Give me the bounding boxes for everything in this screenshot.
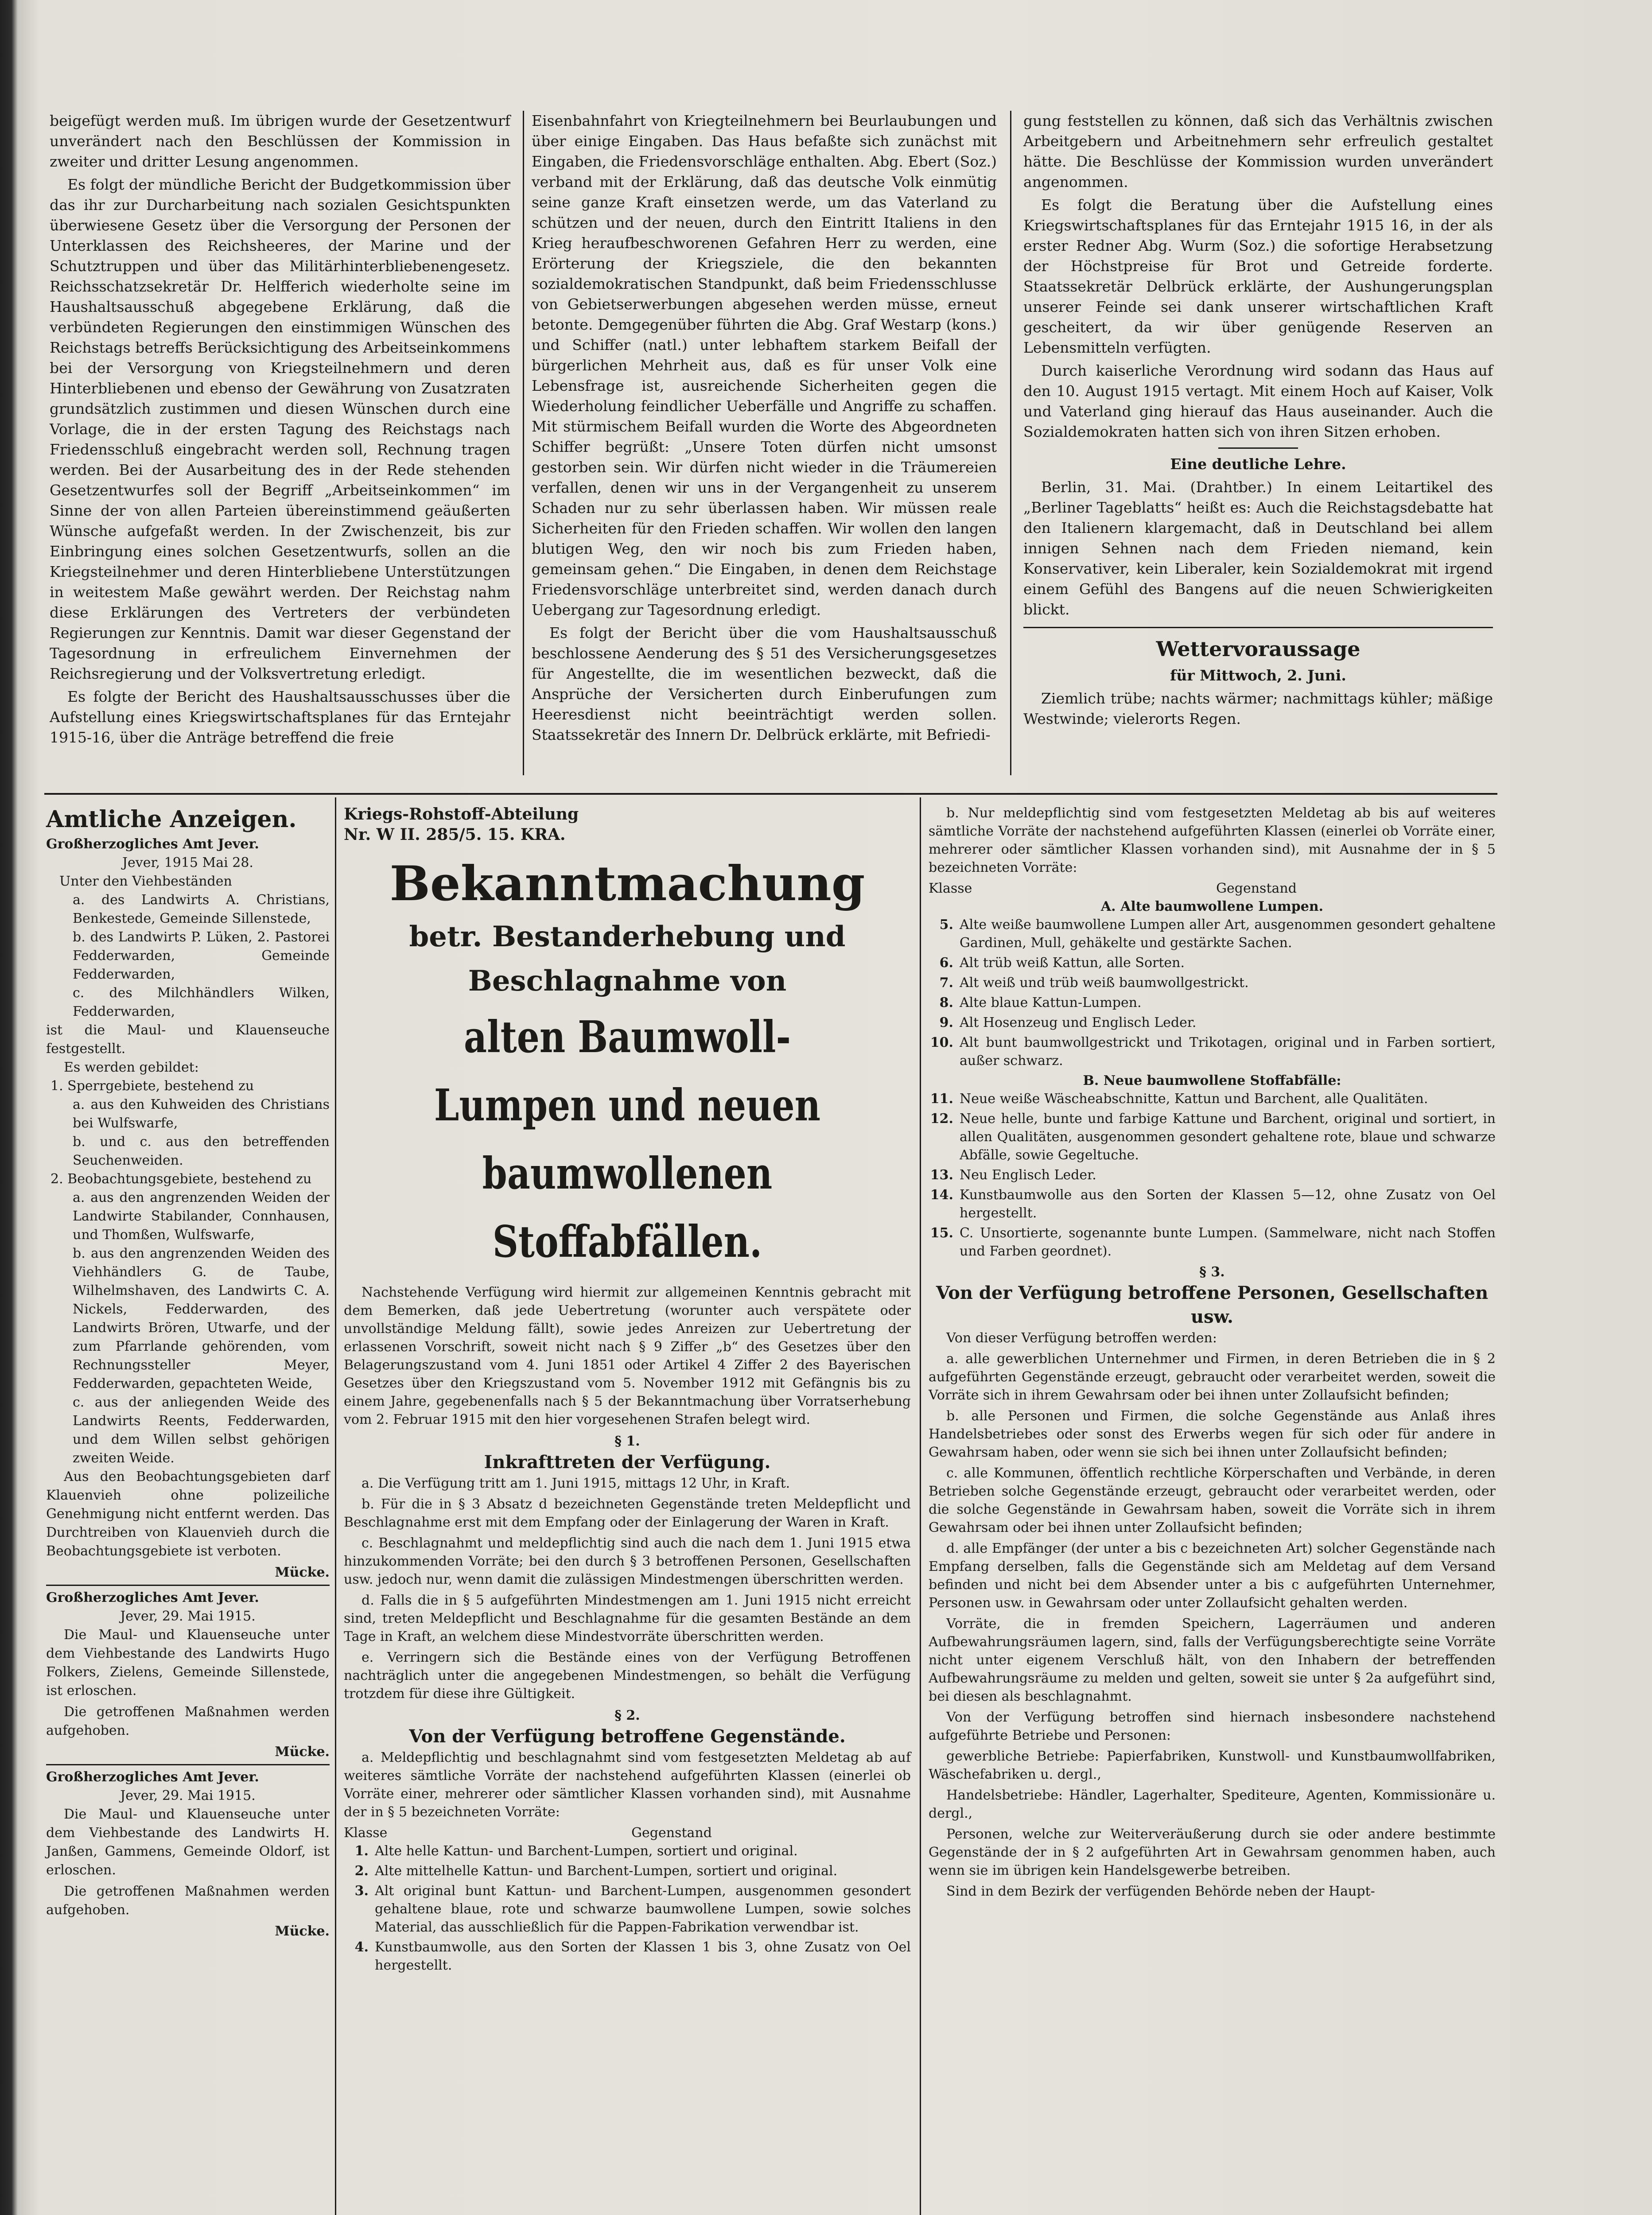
column-rule	[1010, 111, 1011, 775]
notice-text: 2. Beobachtungsgebiete, bestehend zu	[51, 1171, 312, 1187]
announcement-subtitle: betr. Bestanderhebung und Beschlagnahme von	[409, 920, 846, 998]
column-rule	[920, 797, 921, 2215]
notice-item: a. des Landwirts A. Christians, Benkestede, Gemeinde Sillenstede,	[73, 892, 330, 926]
notice-head: Großherzogliches Amt Jever.	[46, 1590, 259, 1605]
section-item: a. alle gewerblichen Unternehmer und Firmen, in deren Betrieben die in § 2 aufgeführten Gegenstände erzeugt, gebraucht oder verarbeitet werden, soweit die Vorräte sich in ihrem Gewahrsam oder bei ihnen unter Zollaufsicht befinden;	[929, 1351, 1496, 1403]
weather-subtitle: für Mittwoch, 2. Juni.	[1170, 667, 1346, 684]
paragraph: Personen, welche zur Weiterveräußerung durch sie oder andere bestimmte Gegenstände der in § 2 aufgeführten Art in Gewahrsam genommen haben, auch wenn sie im übrigen kein Handelsgewerbe betreiben.	[929, 1826, 1496, 1878]
paragraph: gung feststellen zu können, daß sich das Verhältnis zwischen Arbeitgebern und Arbeitnehmern sehr erfreulich gestaltet hätte. Die Beschlüsse der Kommission wurden unverändert angenommen.	[1023, 112, 1493, 190]
list-item: 14. Kunstbaumwolle aus den Sorten der Klassen 5—12, ohne Zusatz von Oel hergestellt.	[930, 1187, 1496, 1221]
top-column-3	[1023, 111, 1493, 732]
group-heading: A. Alte baumwollene Lumpen.	[1100, 899, 1324, 914]
list-item: 1. Alte helle Kattun- und Barchent-Lumpen, sortiert und original.	[354, 1843, 798, 1859]
announcement-intro: Nachstehende Verfügung wird hiermit zur allgemeinen Kenntnis gebracht mit dem Bemerken, daß jede Uebertretung (worunter auch verspätete oder unvollständige Meldung fällt), sowie jedes Anreizen zur Uebertretung der erlassenen Vorschrift, soweit nicht nach § 9 Ziffer „b“ des Gesetzes über den Belagerungszustand vom 4. Juni 1851 oder Artikel 4 Ziffer 2 des Bayerischen Gesetzes über den Kriegszustand vom 5. November 1912 mit Gefängnis bis zu einem Jahre, gegebenenfalls nach § 5 der Bekanntmachung über Vorratserhebung vom 2. Februar 1915 mit den hier vorgesehenen Strafen belegt wird.	[344, 1285, 911, 1427]
notice-text: 1. Sperrgebiete, bestehend zu	[51, 1078, 254, 1094]
notice-text: Die Maul- und Klauenseuche unter dem Viehbestande des Landwirts Hugo Folkers, Zielens, Gemeinde Sillenstede, ist erloschen.	[46, 1627, 330, 1698]
column-header: Klasse	[344, 1825, 388, 1841]
paragraph: Es folgt die Beratung über die Aufstellung eines Kriegswirtschaftsplanes für das Erntejahr 1915 16, in der als erster Redner Abg. Wurm (Soz.) die sofortige Herabsetzung der Höchstpreise für Brot und Getreide forderte. Staatssekretär Delbrück erklärte, der Aushungerungsplan unserer Feinde sei dank unserer wirtschaftlichen Kraft gescheitert, da wir über genügende Reserven an Lebensmitteln verfügten.	[1023, 196, 1493, 356]
notice-text: ist die Maul- und Klauenseuche festgestellt.	[46, 1022, 330, 1057]
notice-text: Die getroffenen Maßnahmen werden aufgehoben.	[46, 1704, 330, 1738]
list-item: 10. Alt bunt baumwollgestrickt und Trikotagen, original und in Farben sortiert, außer schwarz.	[930, 1035, 1496, 1069]
weather-title: Wettervoraussage	[1156, 637, 1360, 661]
group-heading: B. Neue baumwollene Stoffabfälle:	[1083, 1073, 1341, 1088]
divider	[46, 1585, 330, 1586]
paragraph: gewerbliche Betriebe: Papierfabriken, Kunstwoll- und Kunstbaumwollfabriken, Wäschefabriken u. dergl.,	[929, 1749, 1496, 1782]
section-item: c. Beschlagnahmt und meldepflichtig sind auch die nach dem 1. Juni 1915 etwa hinzukommenden Vorräte; bei den durch § 3 betroffenen Personen, Gesellschaften usw. jedoch nur, wenn damit die zulässigen Mindestmengen überschritten werden.	[344, 1535, 911, 1587]
section-item: d. Falls die in § 5 aufgeführten Mindestmengen am 1. Juni 1915 nicht erreicht sind, treten Meldepflicht und Beschlagnahme für die gesamten Bestände an dem Tage in Kraft, an welchem diese Mindestvorräte überschritten werden.	[344, 1593, 911, 1644]
signature: Mücke.	[275, 1565, 330, 1580]
notice-text: Es werden gebildet:	[64, 1060, 199, 1075]
notice-text: Unter den Viehbeständen	[59, 874, 232, 889]
notice-item: a. aus den angrenzenden Weiden der Landwirte Stabilander, Connhausen, und Thomßen, Wulfswarfe,	[73, 1190, 330, 1243]
section-title: Von der Verfügung betroffene Personen, Gesellschaften usw.	[936, 1282, 1489, 1327]
table-header	[929, 879, 1496, 898]
reference-number: Nr. W II. 285/5. 15. KRA.	[344, 825, 566, 844]
list-item: 7. Alt weiß und trüb weiß baumwollgestrickt.	[939, 975, 1249, 991]
column-header: Klasse	[929, 881, 972, 896]
notice-item: c. des Milchhändlers Wilken, Fedderwarden,	[73, 985, 330, 1019]
section-title: Inkrafttreten der Verfügung.	[484, 1452, 771, 1473]
paragraph: Sind in dem Bezirk der verfügenden Behörde neben der Haupt-	[946, 1884, 1375, 1899]
list-item: 6. Alt trüb weiß Kattun, alle Sorten.	[939, 955, 1185, 971]
section-number: § 1.	[614, 1434, 640, 1449]
announcement-column	[344, 804, 911, 1976]
paragraph: Es folgte der Bericht des Haushaltsausschusses über die Aufstellung eines Kriegswirtschaftsplanes für das Erntejahr 1915-16, über die Anträge betreffend die freie	[50, 688, 510, 746]
weather-text: Ziemlich trübe; nachts wärmer; nachmittags kühler; mäßige Westwinde; vielerorts Regen.	[1023, 690, 1493, 727]
divider	[1023, 627, 1493, 628]
paragraph: Durch kaiserliche Verordnung wird sodann das Haus auf den 10. August 1915 vertagt. Mit einem Hoch auf Kaiser, Volk und Vaterland ging hierauf das Haus auseinander. Auch die Sozialdemokraten hatten sich von ihren Sitzen erhoben.	[1023, 362, 1493, 440]
section-number: § 2.	[614, 1708, 640, 1723]
section-rule	[44, 793, 1497, 795]
announcement-subject: alten Baumwoll-Lumpen und neuen baumwollenen Stoffabfällen.	[434, 1012, 821, 1267]
announcement-continued-column	[929, 804, 1496, 1903]
column-header: Gegenstand	[1216, 881, 1297, 896]
list-item: 9. Alt Hosenzeug und Englisch Leder.	[939, 1015, 1197, 1030]
list-item: 8. Alte blaue Kattun-Lumpen.	[939, 995, 1142, 1010]
notice-item: c. aus der anliegenden Weide des Landwirts Reents, Fedderwarden, und dem Willen selbst gehörigen zweiten Weide.	[73, 1395, 330, 1466]
section-item: d. alle Empfänger (der unter a bis c bezeichneten Art) solcher Gegenstände nach Empfang derselben, falls die Gegenstände sich am Meldetag auf dem Versand befinden und nicht bei dem Absender unter a bis c aufgeführten Unternehmer, Personen usw. in Gewahrsam oder unter Zollaufsicht gehalten werden.	[929, 1541, 1496, 1611]
notice-item: b. aus den angrenzenden Weiden des Viehhändlers G. de Taube, Wilhelmshaven, des Landwirts C. A. Nickels, Fedderwarden, des Landwirts Brören, Utwarfe, und der zum Pfarrlande gehörenden, vom Rechnungssteller Meyer, Fedderwarden, gepachteten Weide,	[73, 1246, 330, 1391]
notice-item: b. und c. aus den betreffenden Seuchenweiden.	[73, 1134, 330, 1168]
notice-item: a. aus den Kuhweiden des Christians bei Wulfswarfe,	[73, 1097, 330, 1131]
list-item: 2. Alte mittelhelle Kattun- und Barchent-Lumpen, sortiert und original.	[354, 1863, 838, 1879]
notice-head: Großherzogliches Amt Jever.	[46, 836, 259, 852]
paragraph: Von der Verfügung betroffen sind hiernach insbesondere nachstehend aufgeführte Betriebe und Personen:	[929, 1710, 1496, 1743]
department: Kriegs-Rohstoff-Abteilung	[344, 805, 579, 824]
list-item: 4. Kunstbaumwolle, aus den Sorten der Klassen 1 bis 3, ohne Zusatz von Oel hergestellt.	[354, 1939, 911, 1973]
paragraph: Vorräte, die in fremden Speichern, Lagerräumen und anderen Aufbewahrungsräumen lagern, sind, falls der Verfügungsberechtigte seine Vorräte nicht unter eigenem Verschluß hält, von den Inhabern der betreffenden Aufbewahrungsräume zu melden und gelten, soweit sie unter § 2a aufgeführt sind, bei diesen als beschlagnahmt.	[929, 1616, 1496, 1704]
divider	[46, 1764, 330, 1765]
announcement-title: Bekanntmachung	[389, 856, 865, 912]
list-item: 3. Alt original bunt Kattun- und Barchent-Lumpen, ausgenommen gesondert gehaltene blaue, rote und schwarze baumwollene Lumpen, sowie solches Material, das ausschließlich für die Pappen-Fabrikation verwendbar ist.	[354, 1883, 911, 1935]
section-item: a. Meldepflichtig und beschlagnahmt sind vom festgesetzten Meldetag ab auf weiteres sämtliche Vorräte der nachstehend aufgeführten Klassen (einerlei ob Vorräte einer, mehrerer oder sämtlicher Klassen vorhanden sind), mit Ausnahme der in § 5 bezeichneten Vorräte:	[344, 1750, 911, 1820]
official-notices-column	[46, 804, 330, 1941]
list-item: 15. C. Unsortierte, sogenannte bunte Lumpen. (Sammelware, nicht nach Stoffen und Farben geordnet).	[930, 1225, 1496, 1259]
section-item: c. alle Kommunen, öffentlich rechtliche Körperschaften und Verbände, in deren Betrieben solche Gegenstände erzeugt, gebraucht oder verarbeitet werden, oder die solche Gegenstände in Gewahrsam haben, soweit die Vorräte sich in ihrem Gewahrsam oder bei ihnen unter Zollaufsicht befinden;	[929, 1465, 1496, 1535]
notice-text: Die getroffenen Maßnahmen werden aufgehoben.	[46, 1884, 330, 1918]
section-item: e. Verringern sich die Bestände eines von der Verfügung Betroffenen nachträglich unter die angegebenen Mindestmengen, so behält die Verfügung trotzdem für diese ihre Gültigkeit.	[344, 1650, 911, 1702]
column-header: Gegenstand	[631, 1825, 712, 1841]
top-column-1	[50, 111, 510, 750]
notice-text: Aus den Beobachtungsgebieten darf Klauenvieh ohne polizeiliche Genehmigung nicht entfernt werden. Das Durchtreiben von Klauenvieh durch die Beobachtungsgebiete ist verboten.	[46, 1469, 330, 1559]
notice-head: Großherzogliches Amt Jever.	[46, 1769, 259, 1785]
signature: Mücke.	[275, 1924, 330, 1939]
paragraph: beigefügt werden muß. Im übrigen wurde der Gesetzentwurf unverändert nach den Beschlüssen der Kommission in zweiter und dritter Lesung angenommen.	[50, 112, 510, 170]
notices-title: Amtliche Anzeigen.	[46, 806, 297, 833]
notice-date: Jever, 29. Mai 1915.	[120, 1788, 256, 1803]
table-header	[344, 1824, 911, 1842]
list-item: 5. Alte weiße baumwollene Lumpen aller Art, ausgenommen gesondert gehaltene Gardinen, Mull, gehäkelte und gestärkte Sachen.	[939, 917, 1496, 951]
section-number: § 3.	[1199, 1264, 1225, 1280]
paragraph: Handelsbetriebe: Händler, Lagerhalter, Spediteure, Agenten, Kommissionäre u. dergl.,	[929, 1788, 1496, 1821]
article-title: Eine deutliche Lehre.	[1170, 455, 1346, 473]
section-title: Von der Verfügung betroffene Gegenstände.	[409, 1726, 846, 1747]
top-column-2	[532, 111, 997, 748]
section-item: b. Für die in § 3 Absatz d bezeichneten Gegenstände treten Meldepflicht und Beschlagnahme erst mit dem Empfang oder der Einlagerung der Waren in Kraft.	[344, 1496, 911, 1530]
paragraph: Es folgt der mündliche Bericht der Budgetkommission über das ihr zur Durcharbeitung nach sozialen Gesichtspunkten überwiesene Gesetz über die Versorgung der Personen der Unterklassen des Reichsheeres, der Marine und der Schutztruppen und über das Militärhinterbliebenengesetz. Reichsschatzsekretär Dr. Helfferich wiederholte seine im Haushaltsausschuß abgegebene Erklärung, daß die verbündeten Regierungen den einstimmigen Wünschen des Reichstags betreffs Berücksichtigung des Arbeitseinkommens bei der Versorgung von Kriegsteilnehmern und deren Hinterbliebenen und ebenso der Gewährung von Zusatzraten grundsätzlich zustimmen und diesen Wünschen durch eine Vorlage, die in der ersten Tagung des Reichstags nach Friedensschluß eingebracht werden soll, Rechnung tragen werden. Bei der Ausarbeitung des in der Rede stehenden Gesetzentwurfes soll der Begriff „Arbeitseinkommen“ im Sinne der von allen Parteien übereinstimmend geäußerten Wünsche aufgefaßt werden. In der Zwischenzeit, bis zur Einbringung eines solchen Gesetzentwurfs, sollen an die Kriegsteilnehmer und deren Hinterbliebene Unterstützungen in weitestem Maße gewährt werden. Der Reichstag nahm diese Erklärungen des Vertreters der verbündeten Regierungen zur Kenntnis. Damit war dieser Gegenstand der Tagesordnung in erfreulichem Einvernehmen der Reichsregierung und der Volksvertretung erledigt.	[50, 176, 510, 682]
list-item: 12. Neue helle, bunte und farbige Kattune und Barchent, original und sortiert, in allen Qualitäten, ausgenommen gesondert gehaltene rote, blaue und schwarze Abfälle, sowie Gegeltuche.	[930, 1111, 1496, 1163]
signature: Mücke.	[275, 1744, 330, 1760]
notice-date: Jever, 29. Mai 1915.	[120, 1609, 256, 1624]
paragraph: b. Nur meldepflichtig sind vom festgesetzten Meldetag ab bis auf weiteres sämtliche Vorräte der nachstehend aufgeführten Klassen (einerlei ob Vorräte einer, mehrerer oder sämtlicher Klassen vorhanden sind), mit Ausnahme der in § 5 bezeichneten Vorräte:	[929, 805, 1496, 875]
paragraph: Es folgt der Bericht über die vom Haushaltsausschuß beschlossene Aenderung des § 51 des Versicherungsgesetzes für Angestellte, die im wesentlichen bezweckt, daß die Ansprüche der Versicherten durch Einberufungen zum Heeresdienst nicht beeinträchtigt werden sollen. Staatssekretär des Innern Dr. Delbrück erklärte, mit Befriedi-	[532, 624, 997, 743]
column-rule	[335, 797, 336, 2215]
notice-text: Die Maul- und Klauenseuche unter dem Viehbestande des Landwirts H. Janßen, Gammens, Gemeinde Oldorf, ist erloschen.	[46, 1807, 330, 1878]
section-item: b. alle Personen und Firmen, die solche Gegenstände aus Anlaß ihres Handelsbetriebes oder sonst des Erwerbs wegen für sich oder für andere in Gewahrsam haben, oder wenn sie sich bei ihnen unter Zollaufsicht befinden;	[929, 1408, 1496, 1460]
paragraph: Von dieser Verfügung betroffen werden:	[946, 1330, 1217, 1346]
notice-item: b. des Landwirts P. Lüken, 2. Pastorei Fedderwarden, Gemeinde Fedderwarden,	[73, 929, 330, 982]
divider	[1218, 447, 1298, 449]
notice-date: Jever, 1915 Mai 28.	[122, 855, 253, 870]
paragraph: Berlin, 31. Mai. (Drahtber.) In einem Leitartikel des „Berliner Tageblatts“ heißt es: Auch die Reichstagsdebatte hat den Italienern klargemacht, daß in Deutschland bei allem innigen Sehnen nach dem Frieden niemand, kein Konservativer, kein Liberaler, kein Sozialdemokrat mit irgend einem Gefühl des Bangens auf die neuen Schwierigkeiten blickt.	[1023, 478, 1493, 618]
paragraph: Eisenbahnfahrt von Kriegteilnehmern bei Beurlaubungen und über einige Eingaben. Das Haus befaßte sich zunächst mit Eingaben, die Friedensvorschläge enthalten. Abg. Ebert (Soz.) verband mit der Erklärung, daß das deutsche Volk einmütig seine ganze Kraft einsetzen werde, um das Vaterland zu schützen und der neuen, durch den Eintritt Italiens in den Krieg heraufbeschworenen Gefahren Herr zu werden, eine Erörterung der Kriegsziele, die den bekannten sozialdemokratischen Standpunkt, daß beim Friedensschlusse von Gebietserwerbungen abgesehen werden müsse, erneut betonte. Demgegenüber führten die Abg. Graf Westarp (kons.) und Schiffer (natl.) unter lebhaftem starkem Beifall der bürgerlichen Mehrheit aus, daß es für unser Volk eine Lebensfrage ist, ausreichende Sicherheiten gegen die Wiederholung feindlicher Ueberfälle und Angriffe zu schaffen. Mit stürmischem Beifall wurden die Worte des Abgeordneten Schiffer begrüßt: „Unsere Toten dürfen nicht umsonst gestorben sein. Wir dürfen nicht wieder in die Träumereien verfallen, denen wir uns in der Vergangenheit zu unserem Schaden nur zu sehr überlassen haben. Wir müssen reale Sicherheiten für den Frieden schaffen. Wir wollen den langen blutigen Weg, den wir noch bis zum Frieden haben, gemeinsam gehen.“ Die Eingaben, in denen dem Reichstage Friedensvorschläge unterbreitet sind, werden danach durch Uebergang zur Tagesordnung erledigt.	[532, 112, 997, 618]
column-rule	[523, 111, 524, 775]
list-item: 13. Neu Englisch Leder.	[930, 1167, 1096, 1183]
section-item: a. Die Verfügung tritt am 1. Juni 1915, mittags 12 Uhr, in Kraft.	[361, 1476, 790, 1491]
list-item: 11. Neue weiße Wäscheabschnitte, Kattun und Barchent, alle Qualitäten.	[930, 1091, 1428, 1107]
